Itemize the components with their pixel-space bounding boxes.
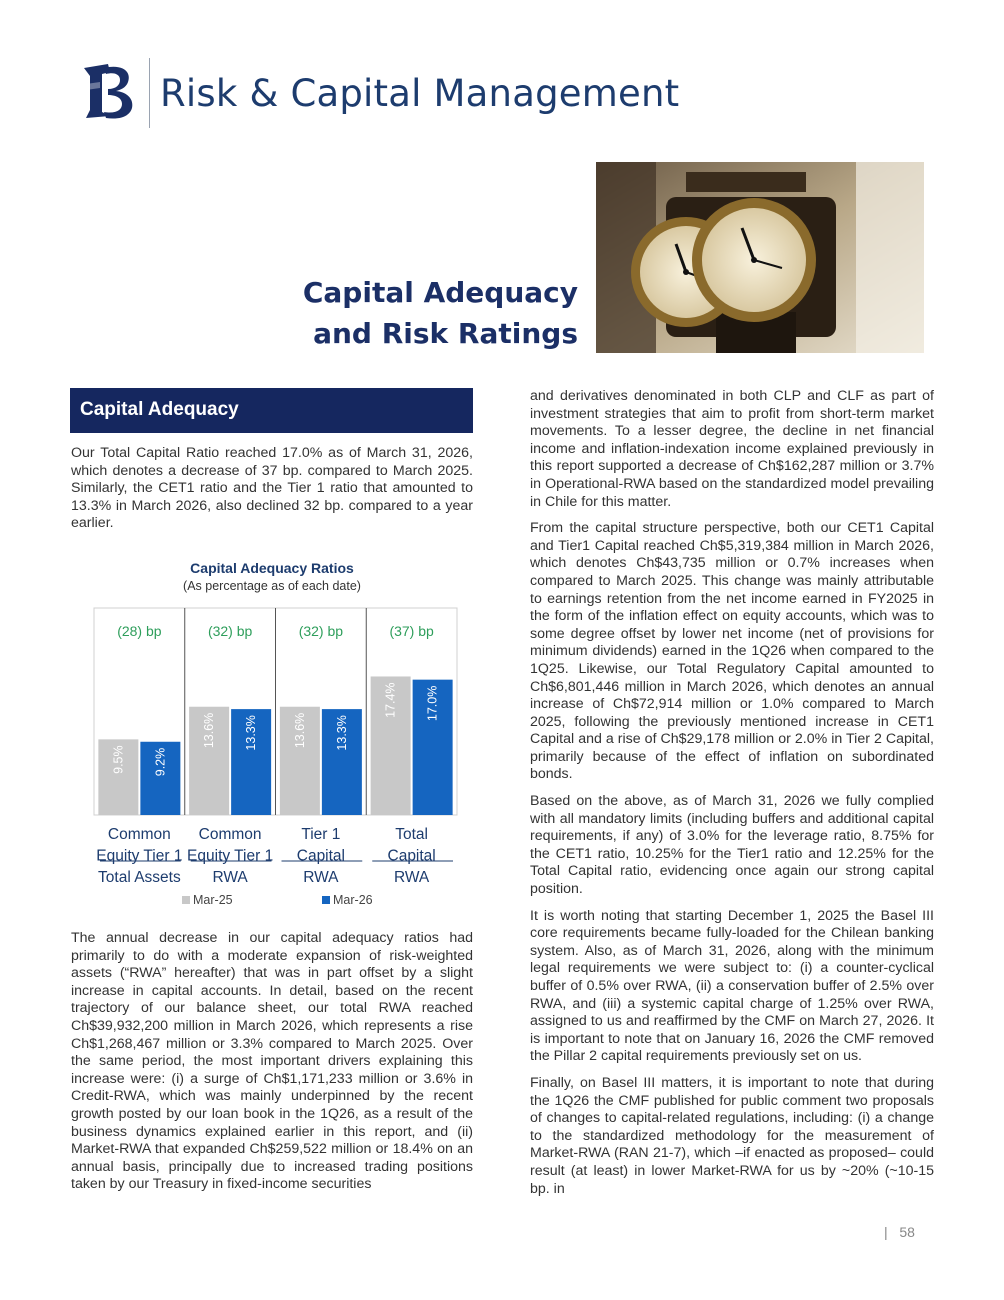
legend-swatch-mar-26 [322, 896, 330, 904]
right-column [530, 388, 934, 1207]
capital-adequacy-banner: Capital Adequacy [70, 388, 473, 433]
category-label: Tier 1 [301, 826, 341, 843]
data-label: 13.3% [334, 715, 349, 751]
change-label: (32) bp [207, 623, 253, 639]
bank-monogram-logo-icon [80, 62, 136, 120]
body-paragraph: The annual decrease in our capital adequacy ratios had primarily to do with a moderate expansion of risk-weighted assets (“RWA” hereafter) that was in part offset by a slight increase in capital accounts. In detail, based on the recent trajectory of our balance sheet, our total RWA reached Ch$39,932,200 million in March 2026, which represents a rise Ch$1,268,467 million or 3.3% compared to March 2025. Over the same period, the most important drivers explaining this increase were: (i) a surge of Ch$1,171,233 million or 3.6% in Credit-RWA, which was mainly underpinned by the recent growth posted by our loan book in the 1Q26, as a result of the business dynamics explained earlier in this report, and (ii) Market-RWA that expanded Ch$259,522 million or 18.4% on an annual basis, principally due to increased trading positions taken by our Treasury in fixed-income securities [71, 930, 473, 1193]
data-label: 17.4% [383, 682, 398, 718]
header-title: Risk & Capital Management [160, 72, 680, 115]
data-label: 13.3% [244, 715, 259, 751]
category-label: Capital [387, 847, 436, 865]
section-title [230, 272, 578, 354]
clock-photo [596, 162, 924, 353]
category-label: RWA [393, 869, 430, 886]
change-label: (37) bp [389, 623, 434, 639]
change-label: (28) bp [117, 623, 162, 639]
chart-subtitle: (As percentage as of each date) [183, 579, 361, 593]
chart-title: Capital Adequacy Ratios [190, 560, 354, 576]
data-label: 13.6% [292, 712, 307, 749]
category-label: Equity Tier 1 [96, 847, 183, 865]
page-number-value: 58 [899, 1224, 915, 1240]
category-label: Total Assets [98, 869, 181, 886]
right-paragraph-4: It is worth noting that starting December 1, 2025 the Basel III core requirements became fully-loaded for the Chilean banking system. Also, as of March 31, 2026, along with the minimum legal requirements we were subject to: (i) a counter-cyclical buffer of 0.5% over RWA, (ii) a conservation buffer of 2.5% over RWA, and (iii) a systemic capital charge of 1.25% over RWA, assigned to us and reaffirmed by the CMF on March 27, 2026. It is important to note that on January 16, 2026 the CMF removed the Pillar 2 capital requirements previously set on us. [530, 907, 934, 1065]
right-paragraph-2: From the capital structure perspective, both our CET1 Capital and Tier1 Capital reached Ch$5,319,384 million in March 2026, which denotes Ch$43,735 million or 0.7% increases when compared to March 2025. This change was mainly attributable to earnings retention from the net income earned in FY2025 in the form of the inflation effect on equity accounts, which was to some degree offset by lower net income (net of provisions for minimum dividends) earned in the 1Q26 when compared to the 1Q25. Likewise, our Total Regulatory Capital amounted to Ch$6,801,446 million in March 2026, which denotes an annual increase of Ch$72,914 million or 1.0% compared to March 2025, following the previously mentioned increase in CET1 Capital and a rise of Ch$29,178 million or 2.0% in Tier 2 Capital, primarily because of the effect of inflation on subordinated bonds. [530, 520, 934, 783]
data-label: 17.0% [425, 685, 440, 722]
intro-paragraph: Our Total Capital Ratio reached 17.0% as of March 31, 2026, which denotes a decrease of 37 bp. compared to March 2025. Similarly, the CET1 ratio and the Tier 1 ratio that amounted to 13.3% in March 2026, also declined 32 bp. compared to a year earlier. [71, 445, 473, 532]
bank-logo [80, 62, 136, 120]
data-label: 9.5% [111, 745, 126, 774]
capital-ratios-chart [72, 600, 472, 920]
right-paragraph-5: Finally, on Basel III matters, it is important to note that during the 1Q26 the CMF published for public comment two proposals of changes to capital-related regulations, including: (i) a change to the standardized methodology for the measurement of Market-RWA (RAN 21-7), which –if enacted as proposed– could result (at least) in lower Market-RWA for us by ~20% (~10-15 bp. in [530, 1074, 934, 1197]
data-label: 13.6% [202, 712, 217, 749]
right-paragraph-3: Based on the above, as of March 31, 2026 we fully complied with all mandatory limits (including buffers and additional capital requirements, if any) of 3.0% for the leverage ratio, 8.75% for the CET1 ratio, 10.25% for the Tier1 ratio and 12.25% for the Total Capital ratio, evidencing once again our strong capital position. [530, 793, 934, 898]
data-label: 9.2% [153, 747, 168, 777]
page-number: | 58 [884, 1224, 915, 1240]
category-label: Total [395, 826, 428, 843]
category-label: Capital [296, 847, 345, 865]
category-label: RWA [303, 869, 339, 886]
category-label: Common [198, 826, 262, 843]
legend-label: Mar-25 [193, 893, 233, 907]
category-label: RWA [212, 869, 248, 886]
legend-label: Mar-26 [333, 893, 373, 907]
legend-swatch-mar-25 [182, 896, 190, 904]
change-label: (32) bp [298, 623, 344, 639]
category-label: Equity Tier 1 [187, 847, 274, 865]
category-label: Common [107, 826, 171, 843]
header-divider [149, 58, 150, 128]
right-paragraph-1: and derivatives denominated in both CLP and CLF as part of investment strategies that aim to profit from short-term market movements. To a lesser degree, the decline in net financial income and inflation-indexation income explained previously in this report supported a decrease of Ch$162,287 million or 3.7% in Operational-RWA based on the standardized model prevailing in Chile for this matter. [530, 388, 934, 510]
section-title-line2: and Risk Ratings [313, 317, 578, 350]
chart-svg [72, 600, 472, 920]
section-title-line1: Capital Adequacy [302, 276, 578, 309]
